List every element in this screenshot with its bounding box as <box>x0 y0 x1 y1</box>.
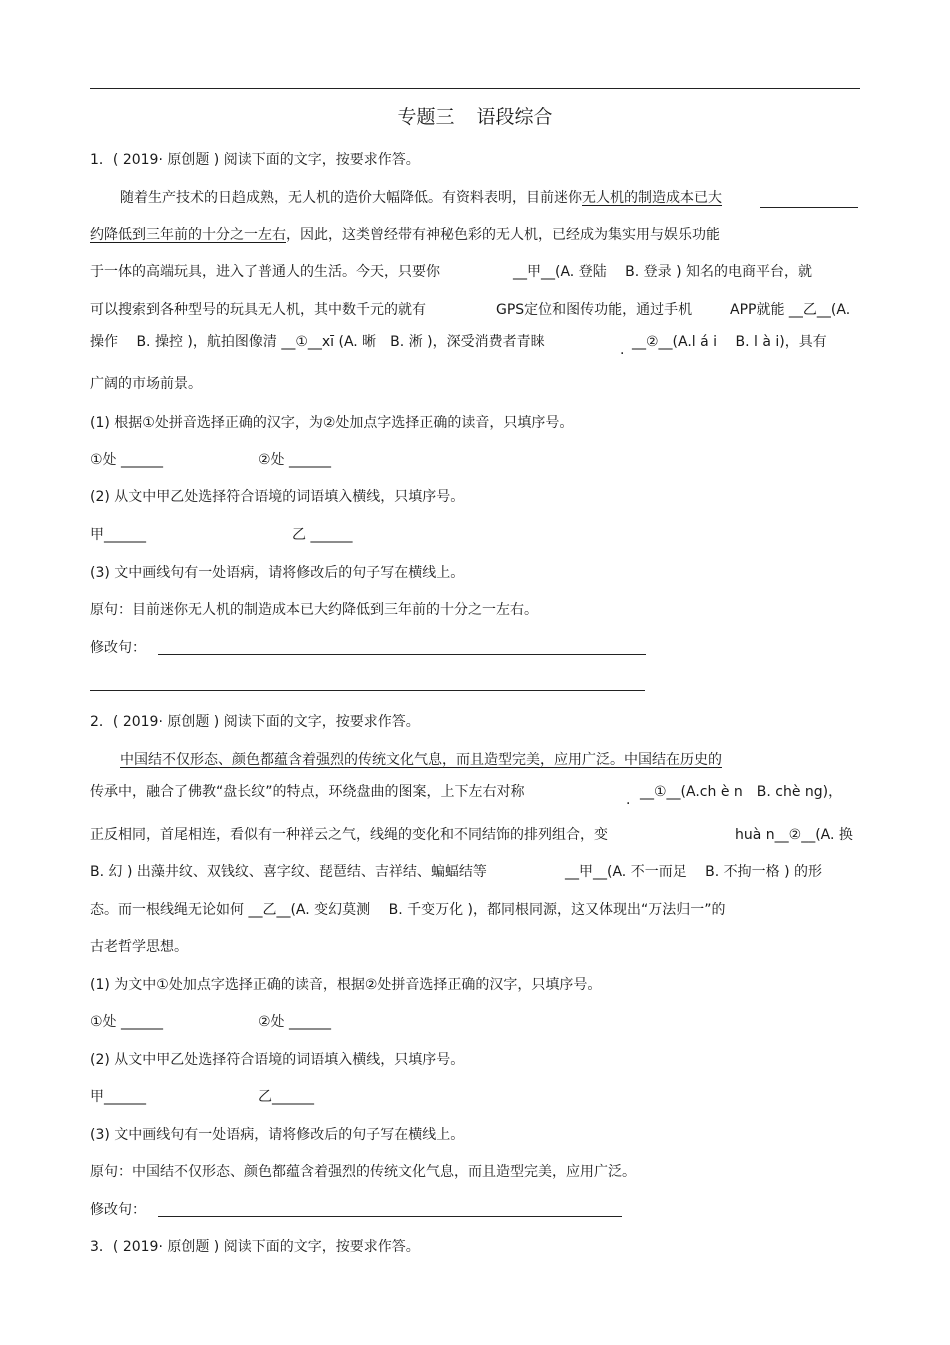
q1-passage-line-3: 于一体的高端玩具，进入了普通人的生活。今天，只要你 <box>90 264 440 280</box>
q2-emphasis-dot: . <box>626 792 631 808</box>
q2-sub2-prompt: (2) 从文中甲乙处选择符合语境的词语填入横线，只填序号。 <box>90 1052 465 1068</box>
top-rule <box>90 88 860 89</box>
q1-sub1-answer-1[interactable]: ①处 ______ <box>90 452 164 468</box>
q2-passage-line-2: 传承中，融合了佛教“盘长纹”的特点，环绕盘曲的图案，上下左右对称 <box>90 784 525 800</box>
q1-text: 随着生产技术的日趋成熟，无人机的造价大幅降低。有资料表明，目前迷你 <box>120 190 582 206</box>
q2-passage-line-3: 正反相同，首尾相连，看似有一种祥云之气，线绳的变化和不同结饰的排列组合，变 <box>90 827 608 843</box>
q1-revised-answer-line-2[interactable] <box>90 690 645 691</box>
q1-passage-gps: GPS定位和图传功能，通过手机 <box>496 302 693 318</box>
q2-blank-jia: __甲__(A. 不一而足 B. 不拘一格 ) 的形 <box>565 864 823 880</box>
q2-sub3-prompt: (3) 文中画线句有一处语病，请将修改后的句子写在横线上。 <box>90 1127 465 1143</box>
q1-blank-yi: APP就能 __乙__(A. <box>730 302 851 318</box>
q2-underlined-sentence: 中国结不仅形态、颜色都蕴含着强烈的传统文化气息，而且造型完美，应用广泛。 <box>120 752 624 768</box>
q2-underlined-tail: 中国结在历史的 <box>624 752 722 768</box>
q1-passage-line-2 <box>90 225 720 245</box>
q2-revised-label: 修改句： <box>90 1202 146 1218</box>
q1-sub2-answer-yi[interactable]: 乙 ______ <box>292 527 353 543</box>
page-title <box>0 104 950 130</box>
q2-blank-2: huà n__②__(A. 换 <box>735 827 853 843</box>
title-name: 语段综合 <box>476 106 553 128</box>
title-topic: 专题三 <box>397 106 455 128</box>
q1-sub1-answer-2[interactable]: ②处 ______ <box>258 452 332 468</box>
q2-original-sentence: 原句：中国结不仅形态、颜色都蕴含着强烈的传统文化气息，而且造型完美，应用广泛。 <box>90 1164 636 1180</box>
q2-sub2-answer-yi[interactable]: 乙______ <box>258 1089 314 1105</box>
q2-sub2-answer-jia[interactable]: 甲______ <box>90 1089 146 1105</box>
q1-blank-2: __②__(A.l á i B. l à i)，具有 <box>632 334 827 350</box>
q1-emphasis-dot: . <box>620 342 625 358</box>
q1-sub2-prompt: (2) 从文中甲乙处选择符合语境的词语填入横线，只填序号。 <box>90 489 465 505</box>
q2-revised-answer-line[interactable] <box>158 1216 622 1217</box>
q1-sub1-prompt: (1) 根据①处拼音选择正确的汉字，为②处加点字选择正确的读音，只填序号。 <box>90 415 574 431</box>
q3-heading: 3．( 2019· 原创题 ) 阅读下面的文字，按要求作答。 <box>90 1239 420 1255</box>
q2-passage-line-6: 古老哲学思想。 <box>90 939 188 955</box>
q1-passage-line-5: 操作 B. 操控 )，航拍图像清 __①__xī (A. 晰 B. 淅 )，深受消费者青睐 <box>90 334 545 350</box>
q1-revised-label: 修改句： <box>90 640 146 656</box>
q1-passage-line-6: 广阔的市场前景。 <box>90 376 202 392</box>
q2-heading: 2．( 2019· 原创题 ) 阅读下面的文字，按要求作答。 <box>90 714 420 730</box>
q1-passage-line-4: 可以搜索到各种型号的玩具无人机，其中数千元的就有 <box>90 302 426 318</box>
q2-sub1-prompt: (1) 为文中①处加点字选择正确的读音，根据②处拼音选择正确的汉字，只填序号。 <box>90 977 602 993</box>
q1-blank-jia: __甲__(A. 登陆 B. 登录 ) 知名的电商平台，就 <box>513 264 813 280</box>
q1-text: ，因此，这类曾经带有神秘色彩的无人机，已经成为集实用与娱乐功能 <box>286 227 720 243</box>
q1-passage-line-1 <box>120 188 722 208</box>
q2-passage-line-1 <box>120 750 722 770</box>
q1-underlined-sentence-cont: 约降低到三年前的十分之一左右 <box>90 227 286 243</box>
q1-underline-extension <box>760 207 858 208</box>
q1-underlined-sentence: 无人机的制造成本已大 <box>582 190 722 206</box>
q1-revised-answer-line[interactable] <box>158 654 646 655</box>
q2-blank-1: __①__(A.ch è n B. chè ng)， <box>640 784 843 800</box>
q2-sub1-answer-2[interactable]: ②处 ______ <box>258 1014 332 1030</box>
q1-heading: 1．( 2019· 原创题 ) 阅读下面的文字，按要求作答。 <box>90 152 420 168</box>
q2-sub1-answer-1[interactable]: ①处 ______ <box>90 1014 164 1030</box>
q2-passage-line-4: B. 幻 ) 出藻井纹、双钱纹、喜字纹、琵琶结、吉祥结、蝙蝠结等 <box>90 864 487 880</box>
q1-original-sentence: 原句：目前迷你无人机的制造成本已大约降低到三年前的十分之一左右。 <box>90 602 538 618</box>
q1-sub2-answer-jia[interactable]: 甲______ <box>90 527 146 543</box>
q2-passage-line-5: 态。而一根线绳无论如何 __乙__(A. 变幻莫测 B. 千变万化 )，都同根同源，这又体现出“万法归一”的 <box>90 902 726 918</box>
q1-sub3-prompt: (3) 文中画线句有一处语病，请将修改后的句子写在横线上。 <box>90 565 465 581</box>
